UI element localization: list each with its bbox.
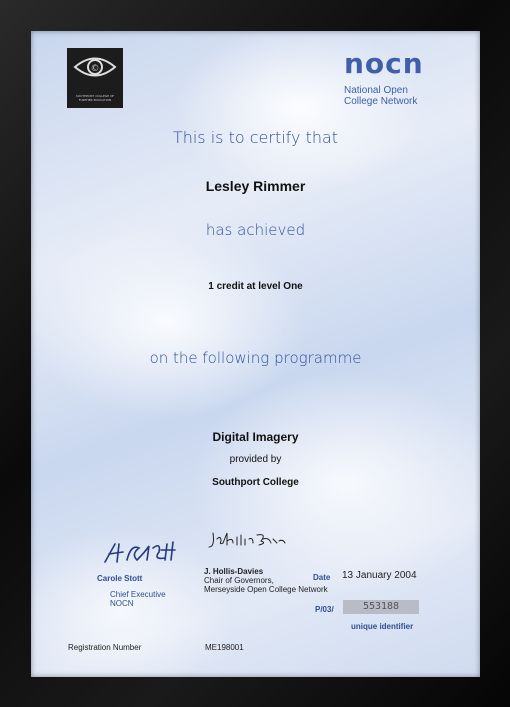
- college-logo: [67, 48, 123, 108]
- signatory-2-role: Chair of Governors, Merseyside Open College Network: [204, 576, 328, 594]
- certificate: [31, 31, 480, 677]
- programme-intro: on the following programme: [149, 349, 362, 367]
- signatory-1-name: Carole Stott: [97, 574, 143, 583]
- signatory-1-role: Chief Executive NOCN: [110, 590, 166, 608]
- registration-label: Registration Number: [68, 643, 142, 652]
- signatory-2-name: J. Hollis-Davies: [204, 567, 264, 576]
- reference-prefix: P/03/: [315, 605, 334, 614]
- certify-text: This is to certify that: [172, 128, 339, 147]
- signature-hollis-davies: [207, 529, 287, 551]
- nocn-full-name: National Open College Network: [344, 85, 418, 107]
- provider-name: Southport College: [212, 477, 299, 488]
- unique-identifier-label: unique identifier: [351, 622, 414, 631]
- nocn-logo: nocn: [344, 47, 424, 80]
- college-logo-text: SOUTHPORT COLLEGE OF FURTHER EDUCATION: [75, 94, 115, 102]
- unique-identifier: 553188: [343, 600, 419, 614]
- date-value: 13 January 2004: [342, 570, 417, 581]
- date-label: Date: [313, 573, 331, 582]
- registration-number: ME198001: [205, 643, 244, 652]
- credit-text: 1 credit at level One: [208, 281, 303, 292]
- eye-icon: [73, 54, 117, 80]
- recipient-name: Lesley Rimmer: [205, 178, 306, 194]
- provided-by: provided by: [229, 454, 282, 465]
- svg-text:©: ©: [90, 64, 100, 74]
- signature-carole-stott: [101, 538, 191, 566]
- programme-name: Digital Imagery: [212, 430, 299, 444]
- achieved-text: has achieved: [205, 221, 306, 239]
